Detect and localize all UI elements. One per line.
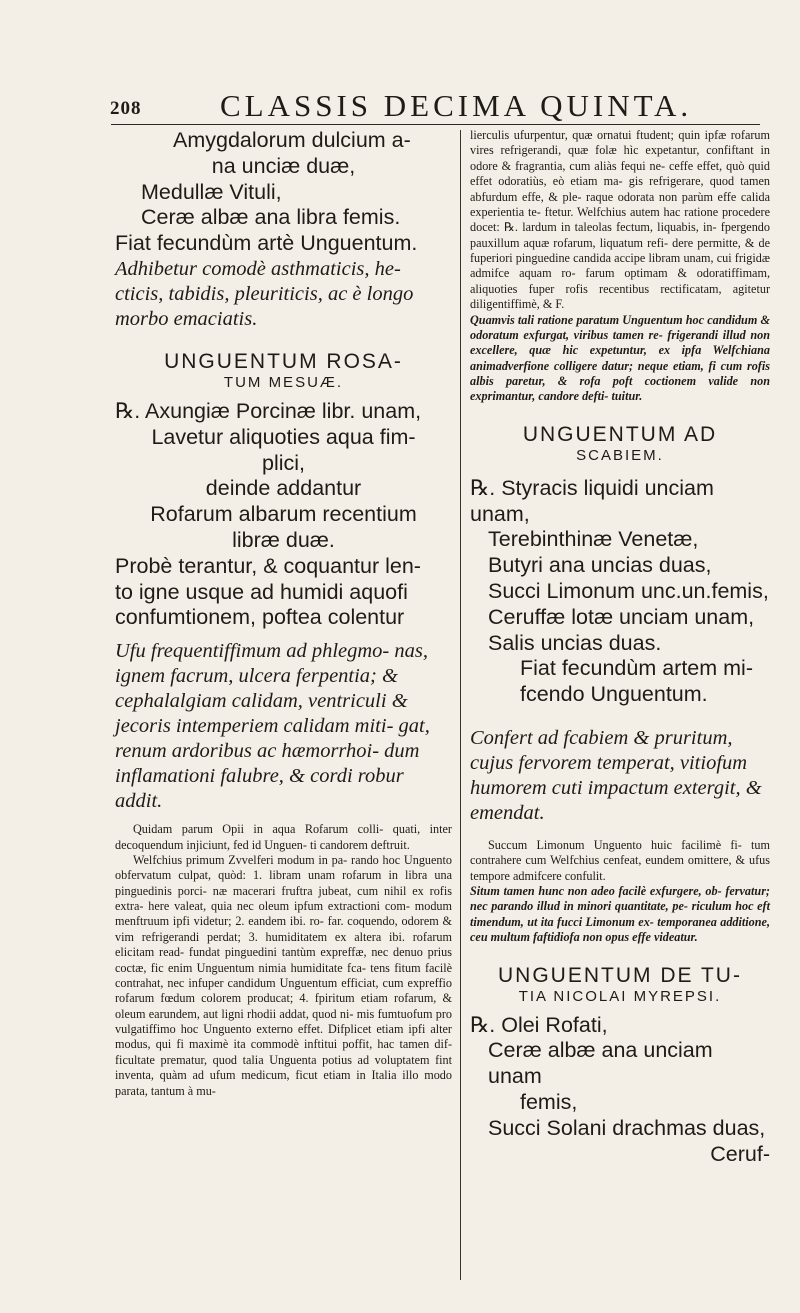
commentary-paragraph: lierculis ufurpentur, quæ ornatui ftudent; quin ipfæ rofarum vires refrigerandi, quæ folæ hìc expetantur, confiftant in odore & fragrantia, cum aliàs fequi ne- ceffe effet, quò quid effet odoratiùs, eò etiam ma- gis refrigerare, quod tamen abfurdum effe, & ple- raque odorata non parùm effe calida experientia te- ftetur. Welfchius autem hac ratione procedere docet: ℞. lardum in taleolas fectum, liquabis, in- fpergendo pauxillum aquæ rofarum, liquatum refi- dere permitte, & de fuperiori pinguedine candida accipe libram unam, cui frigidæ admifce aquam ro- farum optimam & odoratiffimam, aliquoties fuper rofis recentibus rectificatam, agitetur diligentiffimè, & F.: [470, 128, 770, 312]
recipe-line: fcendo Unguentum.: [520, 682, 708, 707]
recipe-line: Ceræ albæ ana libra femis.: [141, 205, 401, 230]
recipe-line: Salis uncias duas.: [488, 630, 662, 655]
commentary-paragraph: Welfchius primum Zvvelferi modum in pa- rando hoc Unguento obfervatum culpat, quòd: 1. libram unam rofarum in libra una pinguedinis porci- næ macerari fruftra jubeat, cum nihil ex rofis extra- here valeat, quia nec oleum ipfum extractioni com- modum menftruum ipfi videtur; 2. eandem ibi. ro- far. coquendo, odorem & vim refrigerandi perdat; 3. humiditatem ex altera ibi. rofarum elicitam read- fundat pinguedini tantùm expreffæ, nec denuo prius coctæ, fic enim Unguentum nimia humiditate fca- tens fitum facilè contrahat, nec infuper candidum Unguentum efficiat, cum expreffio rofarum fœdum colorem producat; 4. fpiritum etiam rofarum, & oleum earundem, aut ligni rhodii addat, quod ni- mis fumtuofum pro vulgatiffimo hoc Unguento externo effet. Difplicet etiam ipfi alter modus, qui fi maximè ita commodè inftitui poffit, hac tamen dif- ficultate prematur, quod talia Unguenta potius ad voluptatem fint inventa, quàm ad ufum medicum, ficut etiam in Italia illo modo parata, tantum à mu-: [115, 852, 452, 1098]
recipe-line: femis,: [520, 1090, 578, 1114]
recipe-line: plici,: [261, 450, 305, 475]
recipe-line: na unciæ duæ,: [211, 153, 356, 178]
left-column: [115, 128, 452, 1099]
section-heading: UNGUENTUM AD: [522, 422, 718, 446]
recipe-line: Succi Solani drachmas duas,: [488, 1115, 766, 1140]
usage-text: Adhibetur comodè asthmaticis, he- cticis, tabidis, pleuriticis, ac è longo morbo emaciatis.: [115, 257, 414, 330]
commentary-italic: Quamvis tali ratione paratum Unguentum hoc candidum & odoratum exfurgat, viribus tamen re- frigerandi illud non excellere, quæ hic expetuntur, ex ipfa Welfchiana animadverfione colligere datur; neque etiam, fi cum rofis albis paretur, & rofa poft coctionem valide non exprimantur, candore defti- tuitur.: [470, 312, 770, 404]
section-subheading: TIA NICOLAI MYREPSI.: [518, 987, 722, 1005]
recipe-line: Rofarum albarum recentium: [150, 502, 417, 527]
recipe-line: Succi Limonum unc.un.femis,: [488, 578, 769, 603]
recipe-line: confumtionem, poftea colentur: [115, 605, 405, 630]
recipe-line: ℞. Olei Rofati,: [470, 1012, 608, 1037]
recipe-line: Terebinthinæ Venetæ,: [488, 527, 699, 552]
recipe-line: Probè terantur, & coquantur len-: [115, 553, 421, 578]
right-column: [470, 128, 770, 1167]
recipe-line: ℞. Styracis liquidi unciam unam,: [470, 475, 714, 526]
commentary-italic: Situm tamen hunc non adeo facilè exfurgere, ob- fervatur; nec parando illud in minori quantitate, pe- riculum hoc eft timendum, ut ita fucci Limonum ex- temporanea additione, ceu multum faftidiofa non opus effe videatur.: [470, 884, 770, 945]
recipe-line: to igne usque ad humidi aquofi: [115, 579, 408, 604]
recipe-line: Medullæ Vituli,: [141, 179, 282, 204]
page-number: 208: [110, 98, 142, 119]
running-head: CLASSIS DECIMA QUINTA.: [220, 88, 693, 123]
page-header: [110, 88, 770, 124]
section-subheading: SCABIEM.: [576, 446, 664, 464]
recipe-line: Butyri ana uncias duas,: [488, 553, 712, 578]
column-divider: [460, 130, 461, 1280]
usage-text: Ufu frequentiffimum ad phlegmo- nas, ignem facrum, ulcera ferpentia; & cephalalgiam calidam, ventriculi & jecoris intemperiem calidam miti- gat, renum ardoribus ac hæmorrhoi- dum inflamationi falubre, & cordi robur addit.: [115, 640, 430, 813]
section-subheading: TUM MESUÆ.: [223, 373, 344, 391]
section-heading: UNGUENTUM ROSA-: [164, 349, 403, 373]
recipe-line: Lavetur aliquoties aqua fim-: [151, 424, 416, 449]
recipe-line: Ceræ albæ ana unciam unam: [488, 1038, 713, 1089]
commentary-paragraph: Quidam parum Opii in aqua Rofarum colli- quati, inter decoquendum injiciunt, fed id Unguen- ti candorem deftruit.: [115, 822, 452, 852]
recipe-line: Fiat fecundùm artè Unguentum.: [115, 231, 418, 256]
section-heading: UNGUENTUM DE TU-: [498, 963, 742, 987]
recipe-line: libræ duæ.: [232, 528, 335, 552]
recipe-line: ℞. Axungiæ Porcinæ libr. unam,: [115, 399, 422, 424]
usage-text: Confert ad fcabiem & pruritum, cujus fervorem temperat, vitiofum humorem cuti impactum extergit, & emendat.: [470, 726, 762, 824]
recipe-line: Amygdalorum dulcium a-: [173, 128, 411, 152]
recipe-line: Fiat fecundùm artem mi-: [520, 656, 753, 681]
catchword: Ceruf-: [710, 1141, 770, 1166]
recipe-line: deinde addantur: [205, 476, 362, 501]
header-rule: [111, 124, 760, 125]
commentary-paragraph: Succum Limonum Unguento huic facilimè fi- tum contrahere cum Welfchius cenfeat, eundem omittere, & ufus tempore admifcere confulit.: [470, 837, 770, 883]
recipe-line: Ceruffæ lotæ unciam unam,: [488, 604, 755, 629]
